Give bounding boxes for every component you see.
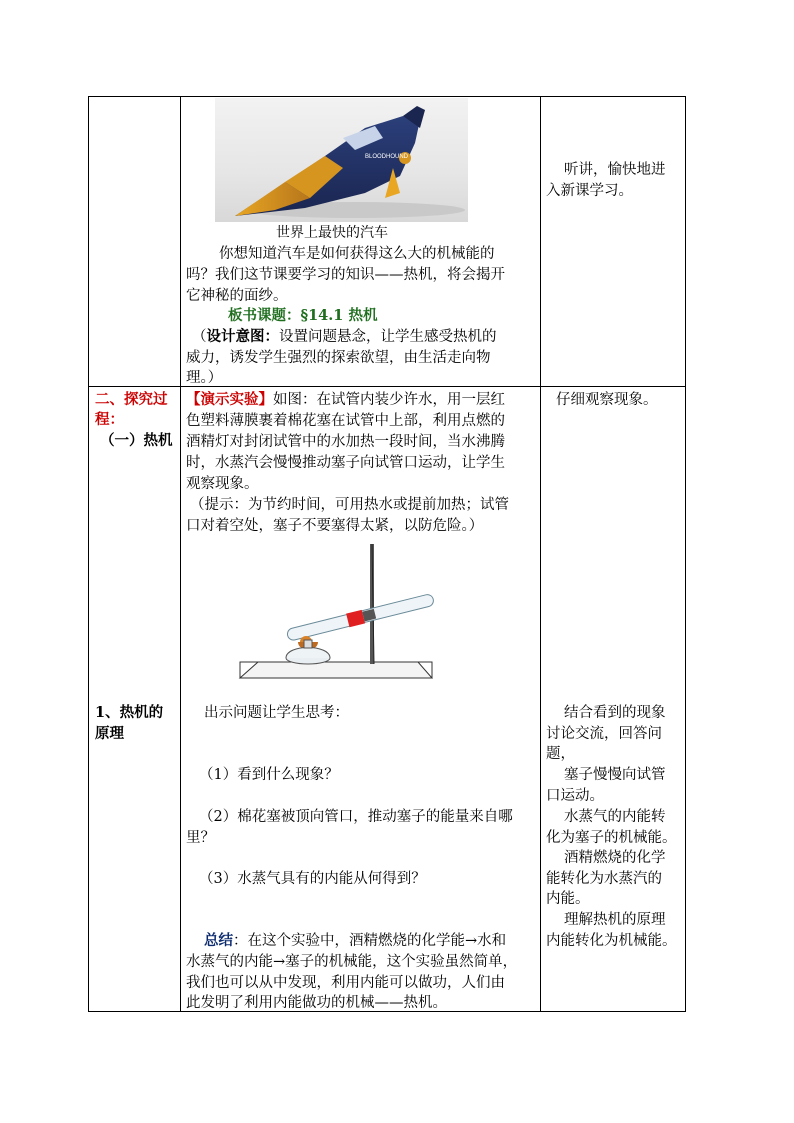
table-border-right	[685, 96, 686, 1012]
answer-line-8: 酒精燃烧的化学	[564, 850, 666, 866]
hint-line-2: 口对着空处，塞子不要塞得太紧，以防危险。）	[186, 518, 484, 534]
summary-line-4: 此发明了利用内能做功的机械——热机。	[186, 995, 447, 1011]
row-divider	[88, 386, 686, 387]
answer-line-7: 化为塞子的机械能。	[546, 830, 677, 846]
answer-line-5: 口运动。	[546, 788, 604, 804]
table-border-left	[88, 96, 89, 1012]
answer-line-11: 理解热机的原理	[564, 912, 666, 928]
intro-line-3: 它神秘的面纱。	[186, 288, 288, 304]
car-illustration	[215, 98, 468, 222]
summary-line-1: 总结：在这个实验中，酒精燃烧的化学能→水和	[204, 932, 507, 949]
design-intent-line-2: 威力，诱发学生强烈的探索欲望，由生活走向物	[186, 350, 491, 366]
answer-line-10: 内能。	[546, 891, 590, 907]
design-intent-line-1: （设计意图：设置问题悬念，让学生感受热机的	[192, 328, 497, 345]
question-2-line-1: （2）棉花塞被顶向管口，推动塞子的能量来自哪	[199, 809, 513, 825]
demo-line-1: 【演示实验】如图：在试管内装少许水，用一层红	[186, 391, 505, 408]
question-1: （1）看到什么现象？	[199, 767, 339, 783]
column-divider-2	[540, 96, 541, 1012]
fastest-car-image	[215, 98, 468, 222]
answer-line-12: 内能转化为机械能。	[546, 933, 677, 949]
car-caption: 世界上最快的汽车	[276, 225, 388, 241]
student-observe: 仔细观察现象。	[556, 392, 658, 408]
student-activity-1-line-1: 听讲，愉快地进	[564, 162, 666, 178]
svg-text:BLOODHOUND: BLOODHOUND	[365, 154, 409, 160]
answer-line-6: 水蒸气的内能转	[564, 809, 666, 825]
demo-label: 【演示实验】	[186, 391, 273, 408]
summary-line-3: 我们也可以从中发现，利用内能可以做功，人们由	[186, 975, 505, 991]
intro-line-1: 你想知道汽车是如何获得这么大的机械能的	[219, 246, 495, 262]
section-heading-line-2: 程：	[95, 411, 124, 428]
demo-line-4: 时，水蒸汽会慢慢推动塞子向试管口运动，让学生	[186, 455, 505, 471]
question-intro: 出示问题让学生思考：	[204, 705, 349, 721]
demo-line-5: 观察现象。	[186, 476, 259, 492]
column-divider-1	[180, 96, 181, 1012]
design-intent-label: 设计意图：	[206, 328, 279, 345]
table-border-top	[88, 96, 686, 97]
answer-line-1: 结合看到的现象	[564, 705, 666, 721]
intro-line-2: 吗？我们这节课要学习的知识——热机，将会揭开	[186, 267, 505, 283]
question-2-line-2: 里？	[186, 830, 215, 846]
design-intent-line-3: 理。）	[186, 370, 223, 386]
demo-line-3: 酒精灯对封闭试管中的水加热一段时间，当水沸腾	[186, 434, 505, 450]
summary-line-2: 水蒸气的内能→塞子的机械能，这个实验虽然简单，	[186, 954, 518, 970]
experiment-apparatus-image	[238, 540, 438, 682]
sub-heading: （一）热机	[100, 432, 173, 449]
section-heading-line-1: 二、探究过	[95, 391, 168, 408]
topic-line-1: 1、热机的	[95, 704, 164, 721]
answer-line-9: 能转化为水蒸汽的	[546, 871, 662, 887]
answer-line-4: 塞子慢慢向试管	[564, 767, 666, 783]
summary-label: 总结	[204, 932, 233, 949]
answer-line-3: 题，	[546, 746, 575, 762]
board-title: 板书课题：§14.1 热机	[228, 307, 378, 324]
demo-line-2: 色塑料薄膜裹着棉花塞在试管中上部，利用点燃的	[186, 413, 505, 429]
answer-line-2: 讨论交流，回答问	[546, 726, 662, 742]
student-activity-1-line-2: 入新课学习。	[546, 183, 633, 199]
topic-line-2: 原理	[95, 725, 124, 742]
hint-line-1: （提示：为节约时间，可用热水或提前加热；试管	[190, 497, 509, 513]
question-3: （3）水蒸气具有的内能从何得到？	[199, 871, 426, 887]
